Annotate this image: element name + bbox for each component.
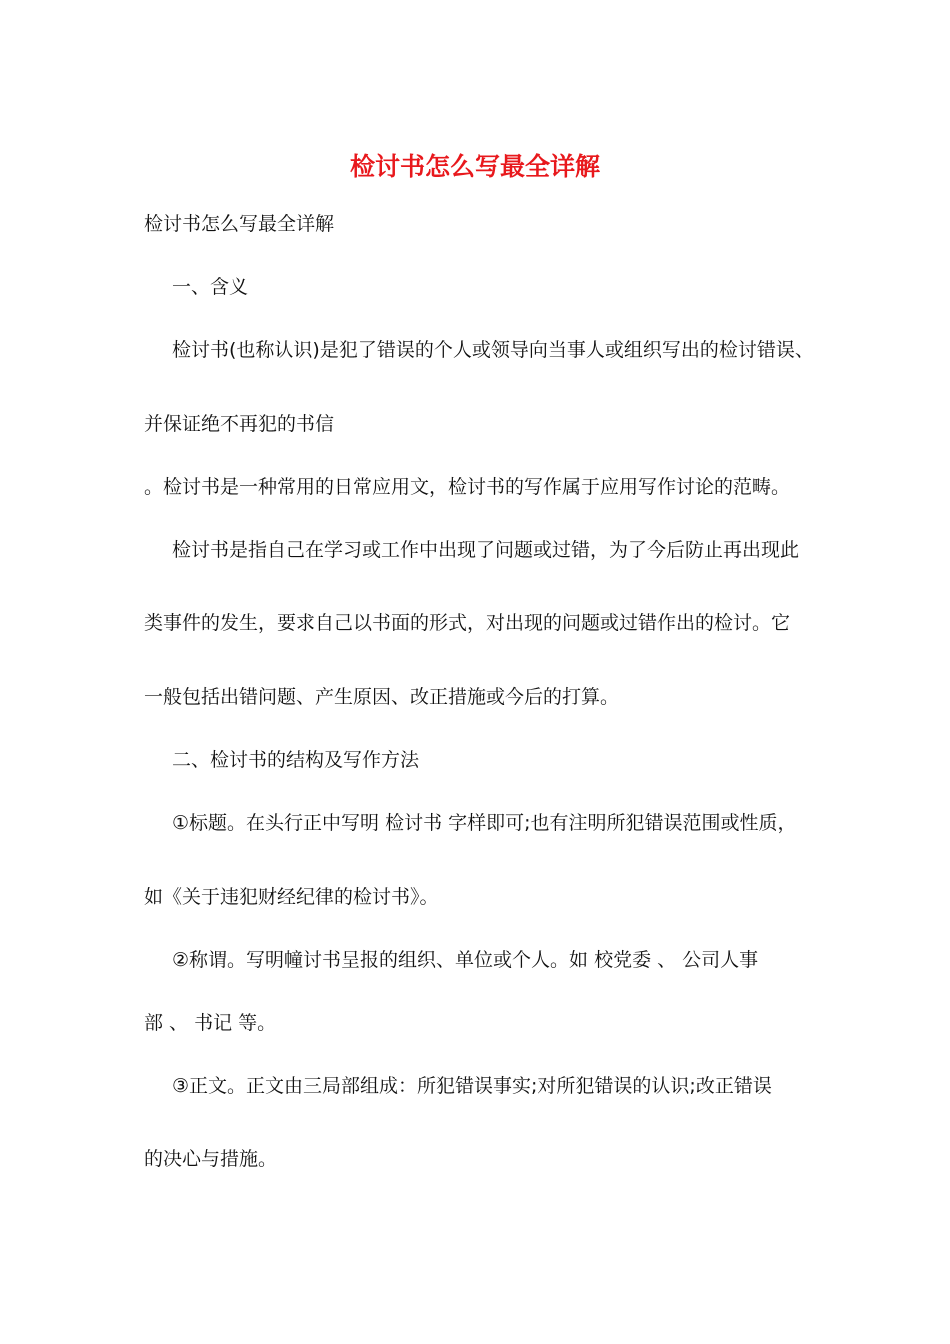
list-item-title: ①标题。在头行正中写明 检讨书 字样即可;也有注明所犯错误范围或性质，: [172, 812, 797, 834]
list-item-salutation: ②称谓。写明幢讨书呈报的组织、单位或个人。如 校党委 、 公司人事: [172, 949, 759, 971]
subtitle-line: 检讨书怎么写最全详解: [144, 213, 335, 235]
list-item-body: ③正文。正文由三局部组成：所犯错误事实;对所犯错误的认识;改正错误: [172, 1075, 772, 1097]
paragraph-line: 。检讨书是一种常用的日常应用文，检讨书的写作属于应用写作讨论的范畴。: [144, 476, 791, 498]
section-heading-structure: 二、检讨书的结构及写作方法: [172, 749, 420, 771]
document-title: 检讨书怎么写最全详解: [349, 152, 600, 181]
paragraph-line: 检讨书(也称认识)是犯了错误的个人或领导向当事人或组织写出的检讨错误、: [172, 339, 814, 361]
paragraph-line: 部 、 书记 等。: [144, 1012, 277, 1034]
paragraph-line: 并保证绝不再犯的书信: [144, 413, 335, 435]
paragraph-line: 一般包括出错问题、产生原因、改正措施或今后的打算。: [144, 686, 620, 708]
paragraph-line: 类事件的发生，要求自己以书面的形式，对出现的问题或过错作出的检讨。它: [144, 612, 791, 634]
paragraph-line: 的决心与措施。: [144, 1148, 278, 1170]
paragraph-line: 如《关于违犯财经纪律的检讨书》。: [144, 886, 439, 908]
section-heading-meaning: 一、含义: [172, 276, 249, 298]
paragraph-line: 检讨书是指自己在学习或工作中出现了问题或过错，为了今后防止再出现此: [172, 539, 800, 561]
